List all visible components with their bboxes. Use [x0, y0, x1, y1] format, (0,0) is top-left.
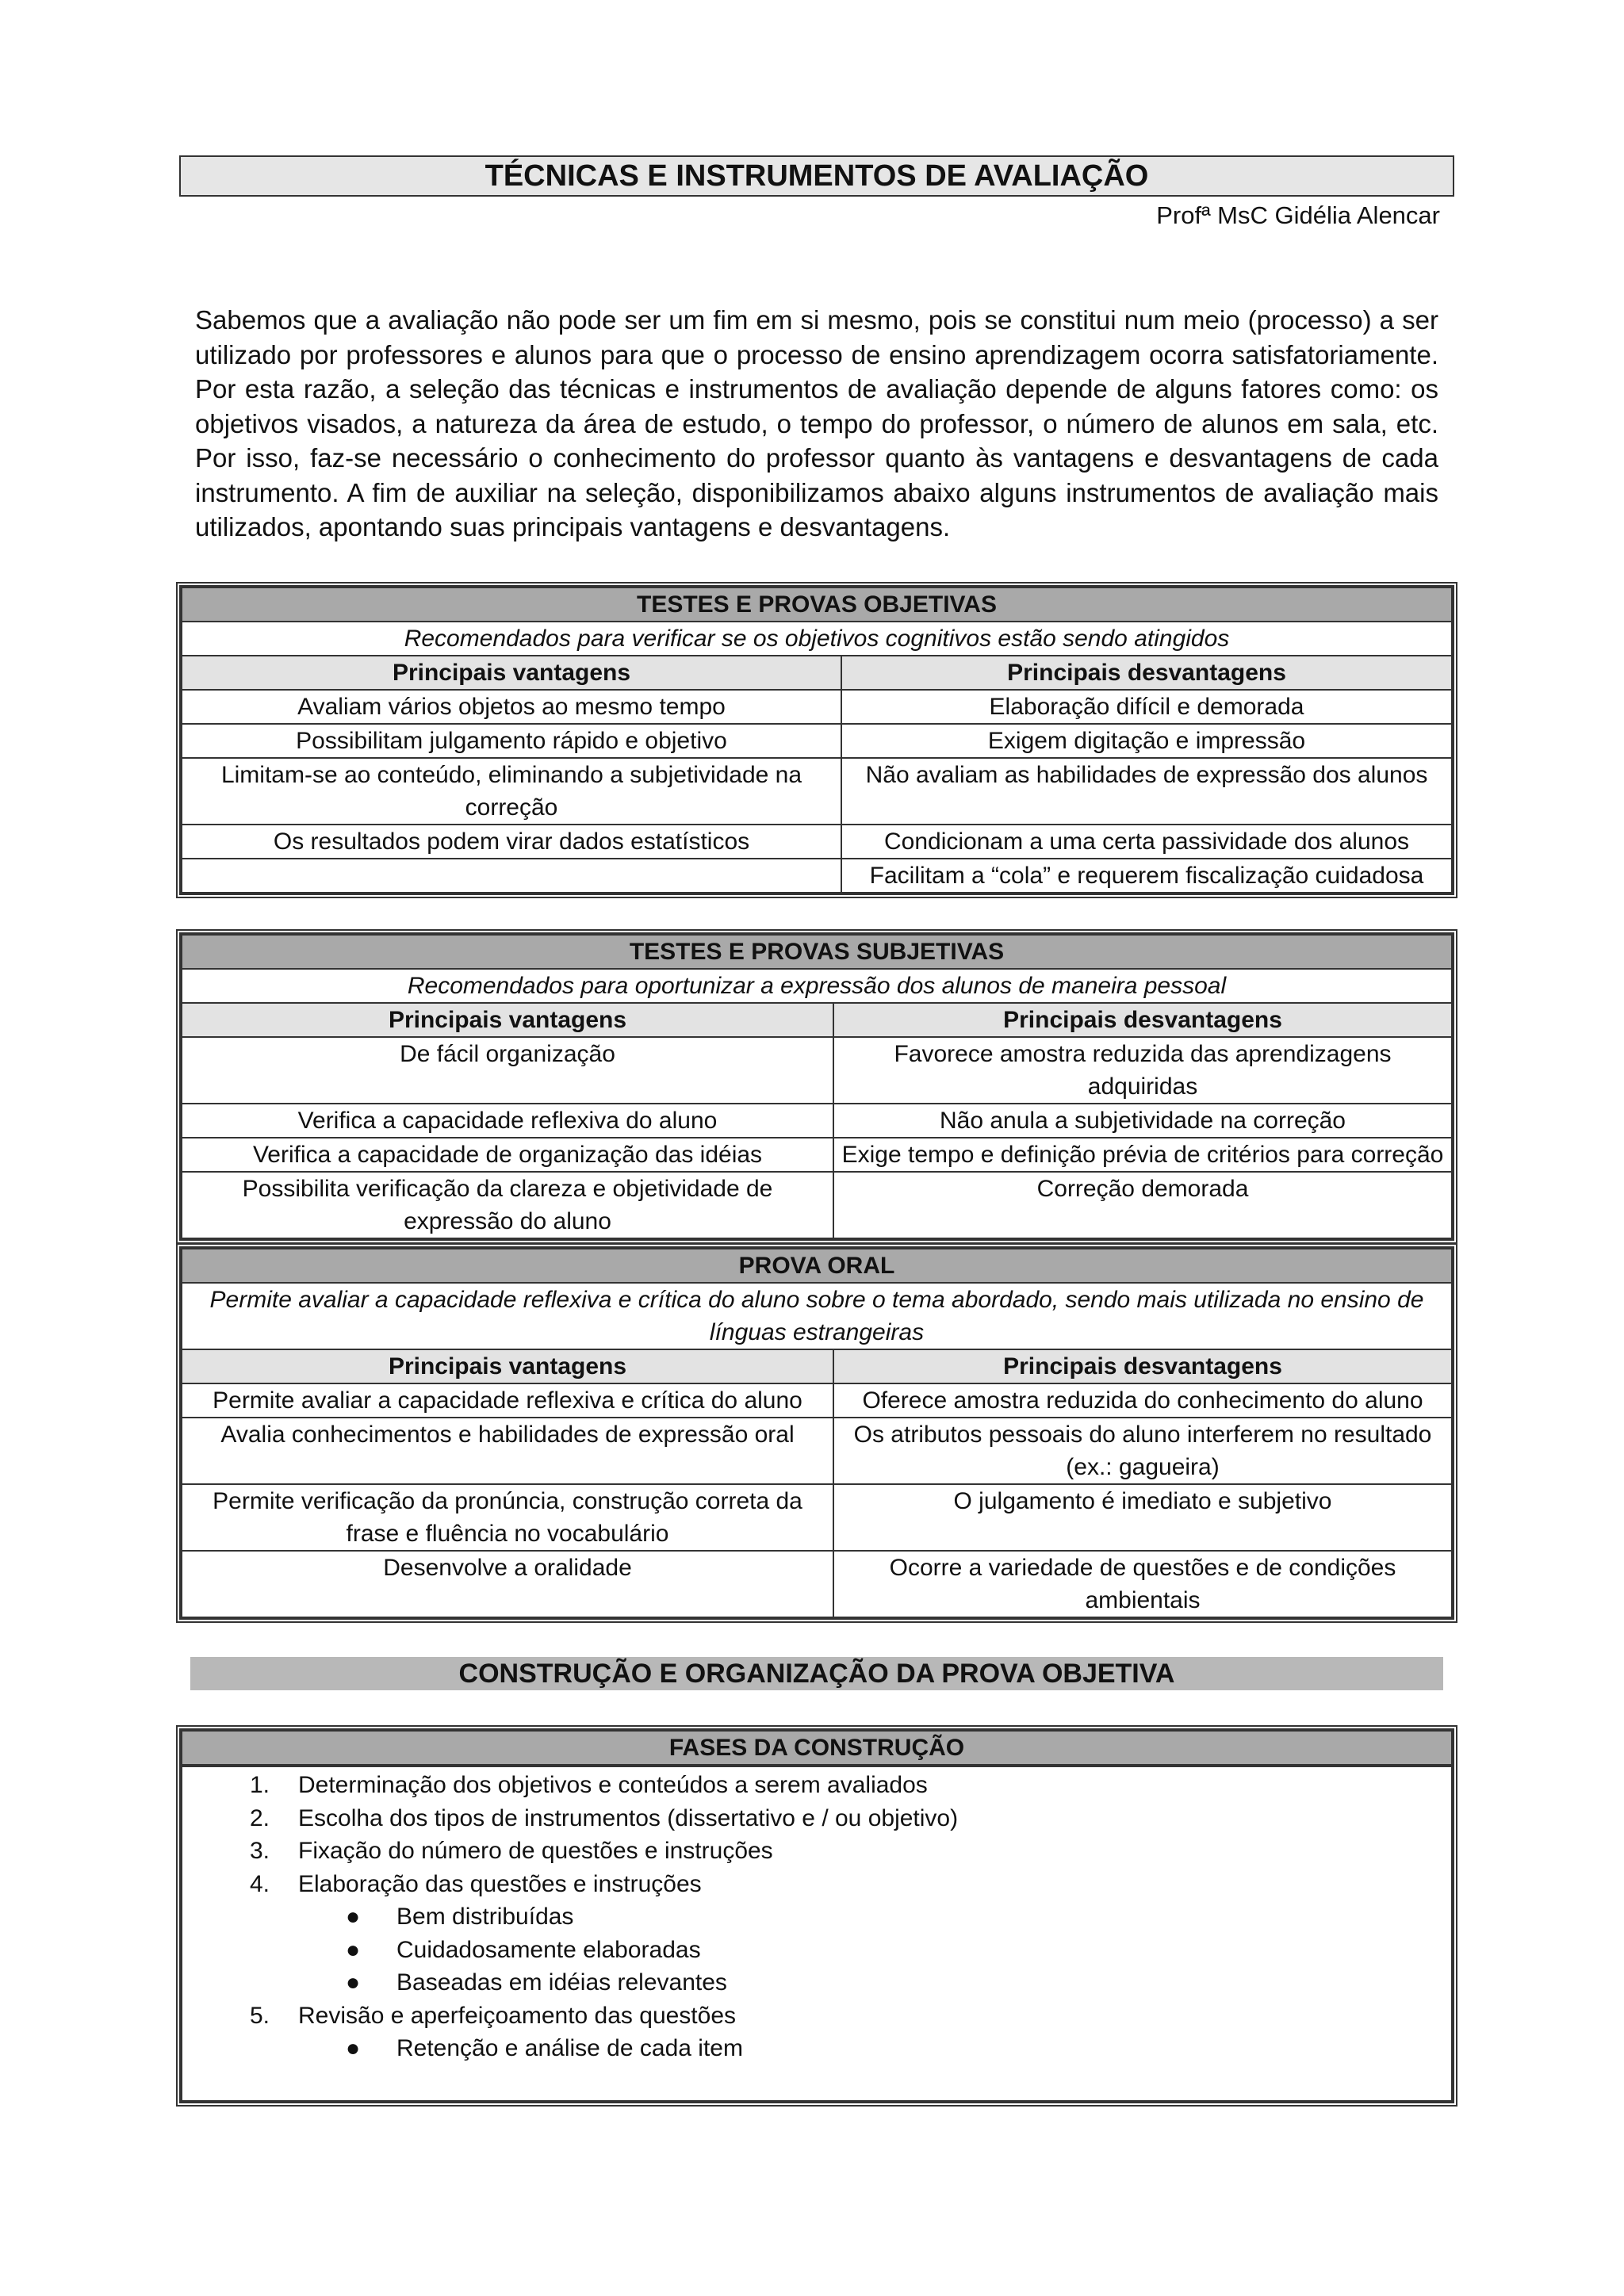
disadvantage-cell: O julgamento é imediato e subjetivo	[833, 1484, 1452, 1551]
sub-list-item	[182, 2032, 1451, 2065]
advantage-cell: Permite avaliar a capacidade reflexiva e crítica do aluno	[182, 1383, 833, 1418]
intro-paragraph: Sabemos que a avaliação não pode ser um fim em si mesmo, pois se constitui num meio (processo) a ser utilizado por professores e alunos para que o processo de ensino aprendizagem ocorra satisfatoriamente. Por esta razão, a seleção das técnicas e instrumentos de avaliação depende de alguns fatores como: os objetivos visados, a natureza da área de estudo, o tempo do professor, o número de alunos em sala, etc. Por isso, faz-se necessário o conhecimento do professor quanto às vantagens e desvantagens de cada instrumento. A fim de auxiliar na seleção, disponibilizamos abaixo alguns instrumentos de avaliação mais utilizados, apontando suas principais vantagens e desvantagens.	[195, 305, 1438, 541]
table-row	[182, 1172, 1452, 1238]
disadvantage-cell: Oferece amostra reduzida do conhecimento do aluno	[833, 1383, 1452, 1418]
sub-item-text: Baseadas em idéias relevantes	[396, 1969, 727, 1996]
table-row	[182, 1551, 1452, 1617]
table-title: PROVA ORAL	[182, 1249, 1452, 1283]
disadvantages-header: Principais desvantagens	[833, 1349, 1452, 1383]
construction-phases-box	[176, 1725, 1457, 2107]
sub-list-item	[182, 1900, 1451, 1934]
objective-tests-table	[176, 582, 1457, 898]
table-row	[182, 1418, 1452, 1484]
phases-list	[181, 1766, 1453, 2102]
list-item	[182, 1802, 1451, 1835]
disadvantage-cell: Exigem digitação e impressão	[841, 724, 1452, 758]
sub-list-item	[182, 1966, 1451, 1999]
sub-list-item	[182, 1934, 1451, 1967]
table-row	[182, 859, 1452, 893]
list-item	[182, 1769, 1451, 1802]
item-number: 2.	[249, 1804, 270, 1831]
list-item	[182, 1868, 1451, 1901]
list-item	[182, 1999, 1451, 2033]
phases-title: FASES DA CONSTRUÇÃO	[182, 1731, 1452, 1765]
disadvantage-cell: Exige tempo e definição prévia de critérios para correção	[833, 1138, 1452, 1172]
advantage-cell: Verifica a capacidade reflexiva do aluno	[182, 1104, 833, 1138]
advantages-header: Principais vantagens	[182, 1003, 833, 1037]
advantage-cell: Permite verificação da pronúncia, construção correta da frase e fluência no vocabulário	[182, 1484, 833, 1551]
sub-item-text: Bem distribuídas	[396, 1904, 574, 1930]
advantage-cell: Desenvolve a oralidade	[182, 1551, 833, 1617]
disadvantage-cell: Não avaliam as habilidades de expressão dos alunos	[841, 758, 1452, 825]
item-number: 1.	[249, 1772, 270, 1798]
disadvantage-cell: Elaboração difícil e demorada	[841, 690, 1452, 724]
item-text: Revisão e aperfeiçoamento das questões	[298, 2002, 737, 2029]
advantage-cell: De fácil organização	[182, 1037, 833, 1104]
disadvantage-cell: Ocorre a variedade de questões e de condições ambientais	[833, 1551, 1452, 1617]
bullet-icon: ●	[346, 1969, 361, 1996]
bullet-icon: ●	[346, 1904, 361, 1930]
table-title: TESTES E PROVAS SUBJETIVAS	[182, 935, 1452, 969]
table-row	[182, 1104, 1452, 1138]
item-text: Fixação do número de questões e instruções	[298, 1838, 773, 1864]
advantage-cell: Avalia conhecimentos e habilidades de expressão oral	[182, 1418, 833, 1484]
table-row	[182, 825, 1452, 859]
disadvantages-header: Principais desvantagens	[833, 1003, 1452, 1037]
bullet-icon: ●	[346, 1936, 361, 1963]
oral-exam-table	[176, 1243, 1457, 1623]
item-text: Escolha dos tipos de instrumentos (dissertativo e / ou objetivo)	[298, 1804, 959, 1831]
table-title: TESTES E PROVAS OBJETIVAS	[182, 587, 1452, 622]
disadvantage-cell: Facilitam a “cola” e requerem fiscalização cuidadosa	[841, 859, 1452, 893]
section-heading: CONSTRUÇÃO E ORGANIZAÇÃO DA PROVA OBJETIVA	[190, 1657, 1443, 1690]
table-row	[182, 690, 1452, 724]
bullet-icon: ●	[346, 2035, 361, 2061]
disadvantage-cell: Correção demorada	[833, 1172, 1452, 1238]
item-number: 3.	[249, 1838, 270, 1864]
advantage-cell: Possibilitam julgamento rápido e objetivo	[182, 724, 841, 758]
advantage-cell	[182, 859, 841, 893]
advantage-cell: Os resultados podem virar dados estatísticos	[182, 825, 841, 859]
item-text: Determinação dos objetivos e conteúdos a serem avaliados	[298, 1772, 928, 1798]
list-item	[182, 1835, 1451, 1868]
item-text: Elaboração das questões e instruções	[298, 1870, 702, 1897]
disadvantage-cell: Condicionam a uma certa passividade dos alunos	[841, 825, 1452, 859]
disadvantage-cell: Não anula a subjetividade na correção	[833, 1104, 1452, 1138]
table-row	[182, 1383, 1452, 1418]
advantage-cell: Limitam-se ao conteúdo, eliminando a subjetividade na correção	[182, 758, 841, 825]
table-subtitle: Permite avaliar a capacidade reflexiva e crítica do aluno sobre o tema abordado, sendo mais utilizada no ensino de línguas estrangeiras	[182, 1283, 1452, 1349]
advantages-header: Principais vantagens	[182, 1349, 833, 1383]
disadvantage-cell: Favorece amostra reduzida das aprendizagens adquiridas	[833, 1037, 1452, 1104]
item-number: 4.	[249, 1870, 270, 1897]
table-subtitle: Recomendados para verificar se os objetivos cognitivos estão sendo atingidos	[182, 622, 1452, 656]
table-row	[182, 1484, 1452, 1551]
disadvantages-header: Principais desvantagens	[841, 656, 1452, 690]
table-row	[182, 1037, 1452, 1104]
disadvantage-cell: Os atributos pessoais do aluno interferem no resultado (ex.: gagueira)	[833, 1418, 1452, 1484]
advantage-cell: Verifica a capacidade de organização das idéias	[182, 1138, 833, 1172]
advantages-header: Principais vantagens	[182, 656, 841, 690]
advantage-cell: Avaliam vários objetos ao mesmo tempo	[182, 690, 841, 724]
subjective-tests-table	[176, 929, 1457, 1244]
sub-item-text: Retenção e análise de cada item	[396, 2035, 743, 2061]
author-name: Profª MsC Gidélia Alencar	[1156, 201, 1440, 229]
page-title: TÉCNICAS E INSTRUMENTOS DE AVALIAÇÃO	[179, 155, 1454, 197]
sub-item-text: Cuidadosamente elaboradas	[396, 1936, 701, 1963]
table-row	[182, 758, 1452, 825]
table-row	[182, 1138, 1452, 1172]
advantage-cell: Possibilita verificação da clareza e objetividade de expressão do aluno	[182, 1172, 833, 1238]
table-subtitle: Recomendados para oportunizar a expressão dos alunos de maneira pessoal	[182, 969, 1452, 1003]
table-row	[182, 724, 1452, 758]
item-number: 5.	[249, 2002, 270, 2029]
